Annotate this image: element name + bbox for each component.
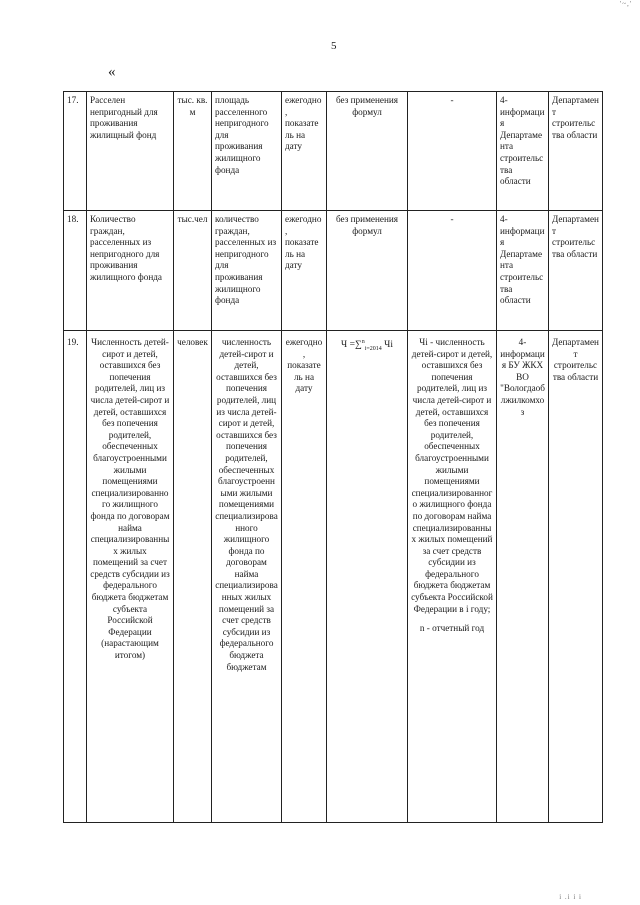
formula-variables-cell: -	[408, 92, 497, 211]
formula-term: Чi	[384, 340, 393, 351]
periodicity-cell: ежегодно, показатель на дату	[282, 92, 327, 211]
definition-cell: численность детей-сирот и детей, оставшихся без попечения родителей, лиц из числа детей-сирот и детей, оставшихся без попечения родителей, обеспеченных благоустроенными жилыми помещениями специализированного жилищного фонда по договорам найма специализированных жилых помещений за счет средств субсидии из федерального бюджета бюджетам	[212, 331, 282, 823]
indicators-table	[63, 91, 603, 823]
responsible-cell: Департамент строительства области	[549, 92, 603, 211]
row-number: 19.	[64, 331, 87, 823]
formula-variable-chi: Чi - численность детей-сирот и детей, оставшихся без попечения родителей, лиц из числа детей-сирот и детей, оставшихся без попечения родителей, обеспеченных благоустроенными жилыми помещениями специализированного жилищного фонда по договорам найма специализированных жилых помещений за счет средств субсидии из федерального бюджета бюджетам субъекта Российской Федерации в i году;	[411, 337, 493, 614]
sum-symbol: ∑	[354, 340, 362, 351]
formula-cell: без применения формул	[327, 92, 408, 211]
unit-cell: человек	[174, 331, 212, 823]
formula-variables-cell: -	[408, 211, 497, 331]
unit-cell: тыс.чел	[174, 211, 212, 331]
corner-mark: '~,'	[619, 0, 632, 8]
opening-quote: «	[108, 64, 116, 80]
formula-cell	[327, 331, 408, 823]
definition-cell: количество граждан, расселенных из непригодного для проживания жилищного фонда	[212, 211, 282, 331]
indicator-name: Расселен непригодный для проживания жилищный фонд	[87, 92, 174, 211]
periodicity-cell: ежегодно, показатель на дату	[282, 211, 327, 331]
corner-mark: i .i i i	[559, 893, 582, 901]
row-number: 17.	[64, 92, 87, 211]
responsible-cell: Департамент строительства области	[549, 331, 603, 823]
table-row	[64, 211, 603, 331]
source-cell: 4- информация Департамента строительства области	[497, 92, 549, 211]
table-row	[64, 92, 603, 211]
indicator-name: Численность детей-сирот и детей, оставшихся без попечения родителей, лиц из числа детей-сирот и детей, оставшихся без попечения родителей, обеспеченных благоустроенными жилыми помещениями специализированного жилищного фонда по договорам найма специализированных жилых помещений за счет средств субсидии из федерального бюджета бюджетам субъекта Российской Федерации (нарастающим итогом)	[87, 331, 174, 823]
page-number: 5	[331, 40, 337, 52]
responsible-cell: Департамент строительства области	[549, 211, 603, 331]
unit-cell: тыс. кв. м	[174, 92, 212, 211]
periodicity-cell: ежегодно, показатель на дату	[282, 331, 327, 823]
formula-variable-n: n - отчетный год	[419, 623, 485, 634]
source-cell: 4- информация Департамента строительства области	[497, 211, 549, 331]
formula	[341, 339, 393, 353]
formula-lower-limit: i=2014	[364, 346, 382, 353]
definition-cell: площадь расселенного непригодного для проживания жилищного фонда	[212, 92, 282, 211]
formula-cell: без применения формул	[327, 211, 408, 331]
source-cell: 4- информация БУ ЖКХ ВО "Вологдаоблжилкомхоз	[497, 331, 549, 823]
indicator-name: Количество граждан, расселенных из непригодного для проживания жилищного фонда	[87, 211, 174, 331]
table-row	[64, 331, 603, 823]
formula-variables-cell	[408, 331, 497, 823]
formula-lhs: Ч =	[341, 340, 355, 351]
formula-upper-limit: n	[361, 339, 365, 345]
row-number: 18.	[64, 211, 87, 331]
